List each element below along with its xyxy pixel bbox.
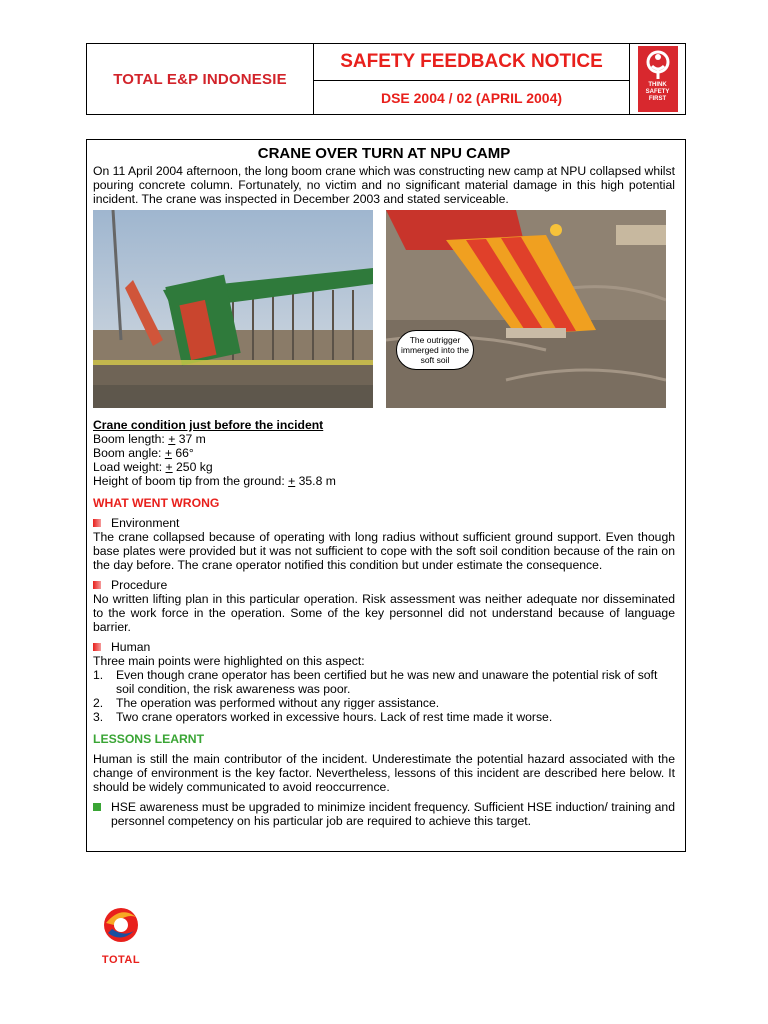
notice-title-block <box>314 44 630 114</box>
red-bullet-icon <box>93 519 101 527</box>
notice-header <box>86 43 686 115</box>
badge-line-2: SAFETY <box>645 89 670 95</box>
environment-heading: Environment <box>111 516 180 530</box>
human-points <box>93 668 675 724</box>
condition-title: Crane condition just before the incident <box>93 418 324 432</box>
environment-text: The crane collapsed because of operating with long radius without sufficient ground support. Even though base plates were provided but it was not sufficient to cope with the soft soil condition because of the rain on the day before. The crane operator notified this condition but under estimate the consequence. <box>93 530 675 572</box>
green-bullet-icon <box>93 803 101 811</box>
company-name: TOTAL E&P INDONESIE <box>113 70 287 88</box>
list-item: 2. The operation was performed without any rigger assistance. <box>93 696 440 710</box>
crane-photo <box>93 210 373 408</box>
lessons-intro: Human is still the main contributor of the incident. Underestimate the potential hazard associated with the change of environment is the key factor. Nevertheless, lessons of this incident are described here below. It should be widely communicated to avoid reoccurrence. <box>93 752 675 794</box>
lessons-bullet: HSE awareness must be upgraded to minimize incident frequency. Sufficient HSE induction/ training and personnel competency on his particular job are required to achieve this target. <box>111 800 675 828</box>
outrigger-callout: The outrigger immerged into the soft soil <box>396 330 474 370</box>
procedure-heading: Procedure <box>111 578 168 592</box>
condition-line: Height of boom tip from the ground: + 35.8 m <box>93 474 336 488</box>
notice-body <box>86 139 686 852</box>
red-bullet-icon <box>93 581 101 589</box>
notice-reference: DSE 2004 / 02 (APRIL 2004) <box>380 89 563 106</box>
notice-title: SAFETY FEEDBACK NOTICE <box>314 44 629 81</box>
incident-headline: CRANE OVER TURN AT NPU CAMP <box>257 145 511 162</box>
badge-line-3: FIRST <box>648 96 667 102</box>
list-item: 3. Two crane operators worked in excessive hours. Lack of rest time made it worse. <box>93 710 553 724</box>
total-logo-text: TOTAL <box>101 954 141 966</box>
condition-line: Boom angle: + 66° <box>93 446 194 460</box>
total-logo <box>96 903 146 966</box>
outrigger-photo <box>386 210 666 408</box>
red-bullet-icon <box>93 643 101 651</box>
list-item: 1. Even though crane operator has been certified but he was new and unaware the potential risk of soft soil condition, the risk awareness was poor. <box>93 668 658 696</box>
badge-line-1: THINK <box>648 82 667 88</box>
company-logo <box>87 44 314 114</box>
incident-intro: On 11 April 2004 afternoon, the long boom crane which was constructing new camp at NPU collapsed whilst pouring concrete column. Fortunately, no victim and no significant material damage in this high potential incident. The crane was inspected in December 2003 and stated serviceable. <box>93 164 675 206</box>
incident-photos <box>93 210 675 410</box>
lessons-learnt-title: LESSONS LEARNT <box>93 732 205 746</box>
condition-line: Load weight: + 250 kg <box>93 460 213 474</box>
what-went-wrong-title: WHAT WENT WRONG <box>93 496 220 510</box>
safety-figure-icon <box>645 50 671 80</box>
think-safety-badge <box>630 44 685 114</box>
procedure-text: No written lifting plan in this particular operation. Risk assessment was neither adequate nor disseminated to the work force in the operation. Some of the key personnel did not understand because of language barrier. <box>93 592 675 634</box>
condition-line: Boom length: + 37 m <box>93 432 206 446</box>
total-swirl-icon <box>96 903 146 949</box>
human-heading: Human <box>111 640 151 654</box>
human-intro: Three main points were highlighted on this aspect: <box>93 654 365 668</box>
